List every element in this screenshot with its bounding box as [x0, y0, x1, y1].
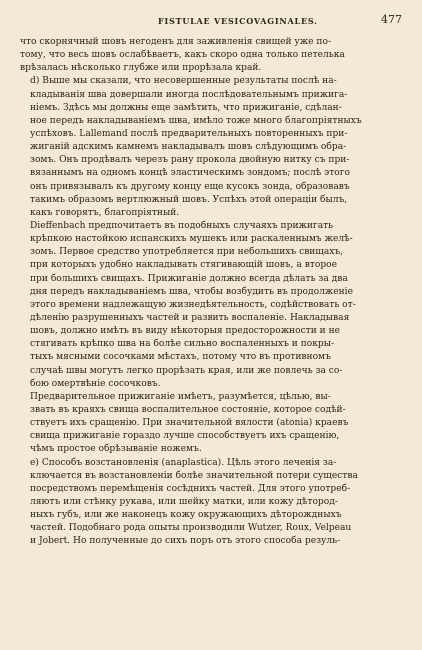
text-line: ключается въ возстановленіи болѣе значительной потери существа — [30, 470, 358, 481]
text-line: и Jobert. Но полученные до сихъ поръ отъ этого способа резуль- — [30, 536, 341, 547]
text-line: дня передъ накладываніемъ шва, чтобы возбудить въ продолженіе — [30, 286, 353, 297]
text-line: дѣленію разрушенныхъ частей и развить воспаленіе. Накладывая — [30, 312, 350, 323]
body-text — [20, 36, 408, 548]
text-line: ляютъ или стѣнку рукава, или шейку матки, или кожу дѣтород- — [30, 496, 338, 507]
text-line: Предварительное прижиганіе имѣетъ, разумѣется, цѣлью, вы- — [30, 391, 331, 402]
text-line: шовъ, должно имѣть въ виду нѣкоторыя предосторожности и не — [30, 326, 341, 337]
text-line: ствуетъ ихъ сращенію. При значительной вялости (atonia) краевъ — [30, 418, 349, 429]
paragraph — [20, 220, 408, 391]
text-line: ное передъ накладываніемъ шва, имѣло тоже много благопріятныхъ — [30, 115, 362, 126]
text-line: при большихъ свищахъ. Прижиганіе должно всегда дѣлать за два — [30, 273, 348, 284]
text-line: крѣпкою настойкою испанскихъ мушекъ или раскаленнымъ желѣ- — [30, 234, 353, 245]
text-line: ніемъ. Здѣсь мы должны еще замѣтить, что прижиганіе, сдѣлан- — [30, 102, 342, 113]
paragraph — [20, 457, 408, 549]
text-line: вязаннымъ на одномъ концѣ эластическимъ зондомъ; послѣ этого — [30, 168, 350, 179]
text-line: жиганій адскимъ камнемъ накладывалъ шовъ слѣдующимъ обра- — [30, 142, 347, 153]
text-line: такимъ образомъ вертлюжный шовъ. Успѣхъ этой операціи былъ, — [30, 194, 348, 205]
text-line: чѣмъ простое обрѣзываніе ножемъ. — [30, 444, 202, 455]
text-line: Dieffenbach предпочитаетъ въ подобныхъ случаяхъ прижигать — [30, 220, 334, 231]
text-line: зомъ. Первое средство употребляется при небольшихъ свищахъ, — [30, 247, 344, 258]
text-line: кладыванія шва довершали иногда послѣдовательнымъ прижига- — [30, 89, 348, 100]
text-line: ныхъ губъ, или же наконецъ кожу окружающихъ дѣторождныхъ — [30, 510, 342, 521]
text-line: этого времени надлежащую жизнедѣятельность, содѣйствовать от- — [30, 299, 356, 310]
text-line: что скорнячный шовъ негоденъ для заживленія свищей уже по- — [20, 37, 332, 47]
text-line: e) Способъ возстановленія (anaplastica). Цѣль этого леченія за- — [30, 457, 337, 468]
text-line: стягивать крѣпко шва на болѣе сильно воспаленныхъ и покры- — [30, 339, 335, 350]
text-line: случаѣ швы могутъ легко прорѣзать края, или же повлечь за со- — [30, 365, 343, 376]
text-line: d) Выше мы сказали, что несовершенные результаты послѣ на- — [30, 76, 337, 87]
text-line: тому, что весь шовъ ослабѣваетъ, какъ скоро одна только петелька — [20, 50, 345, 61]
text-line: какъ говорятъ, благопріятный. — [30, 207, 180, 218]
text-line: врѣзалась нѣсколько глубже или прорѣзала край. — [20, 63, 262, 74]
paragraph — [20, 75, 408, 220]
text-line: посредствомъ перемѣщенія сосѣднихъ частей. Для этого употреб- — [30, 483, 351, 494]
text-line: успѣховъ. Lallemand послѣ предварительныхъ повторенныхъ при- — [30, 128, 348, 139]
text-line: зомъ. Онъ продѣвалъ черезъ рану прокола двойную нитку съ при- — [30, 155, 350, 166]
running-title: FISTULAE VESICOVAGINALES. — [158, 16, 318, 26]
text-line: бою омертвѣніе сосочковъ. — [30, 378, 161, 389]
text-line: частей. Подобнаго рода опыты производили Wutzer, Roux, Velpeau — [30, 523, 352, 534]
paragraph — [20, 36, 408, 75]
text-line: свища прижиганіе гораздо лучше способствуетъ ихъ сращенію, — [30, 431, 340, 442]
text-line: онъ привязывалъ къ другому концу еще кусокъ зонда, образовавъ — [30, 181, 350, 192]
paragraph — [20, 391, 408, 457]
text-line: тыхъ мясными сосочками мѣстахъ, потому что въ противномъ — [30, 352, 331, 363]
text-line: звать въ краяхъ свища воспалительное состояніе, которое содѣй- — [30, 404, 346, 415]
page-header — [0, 14, 422, 30]
text-line: при которыхъ удобно накладывать стягивающій шовъ, а второе — [30, 260, 337, 271]
page-number: 477 — [381, 13, 402, 26]
